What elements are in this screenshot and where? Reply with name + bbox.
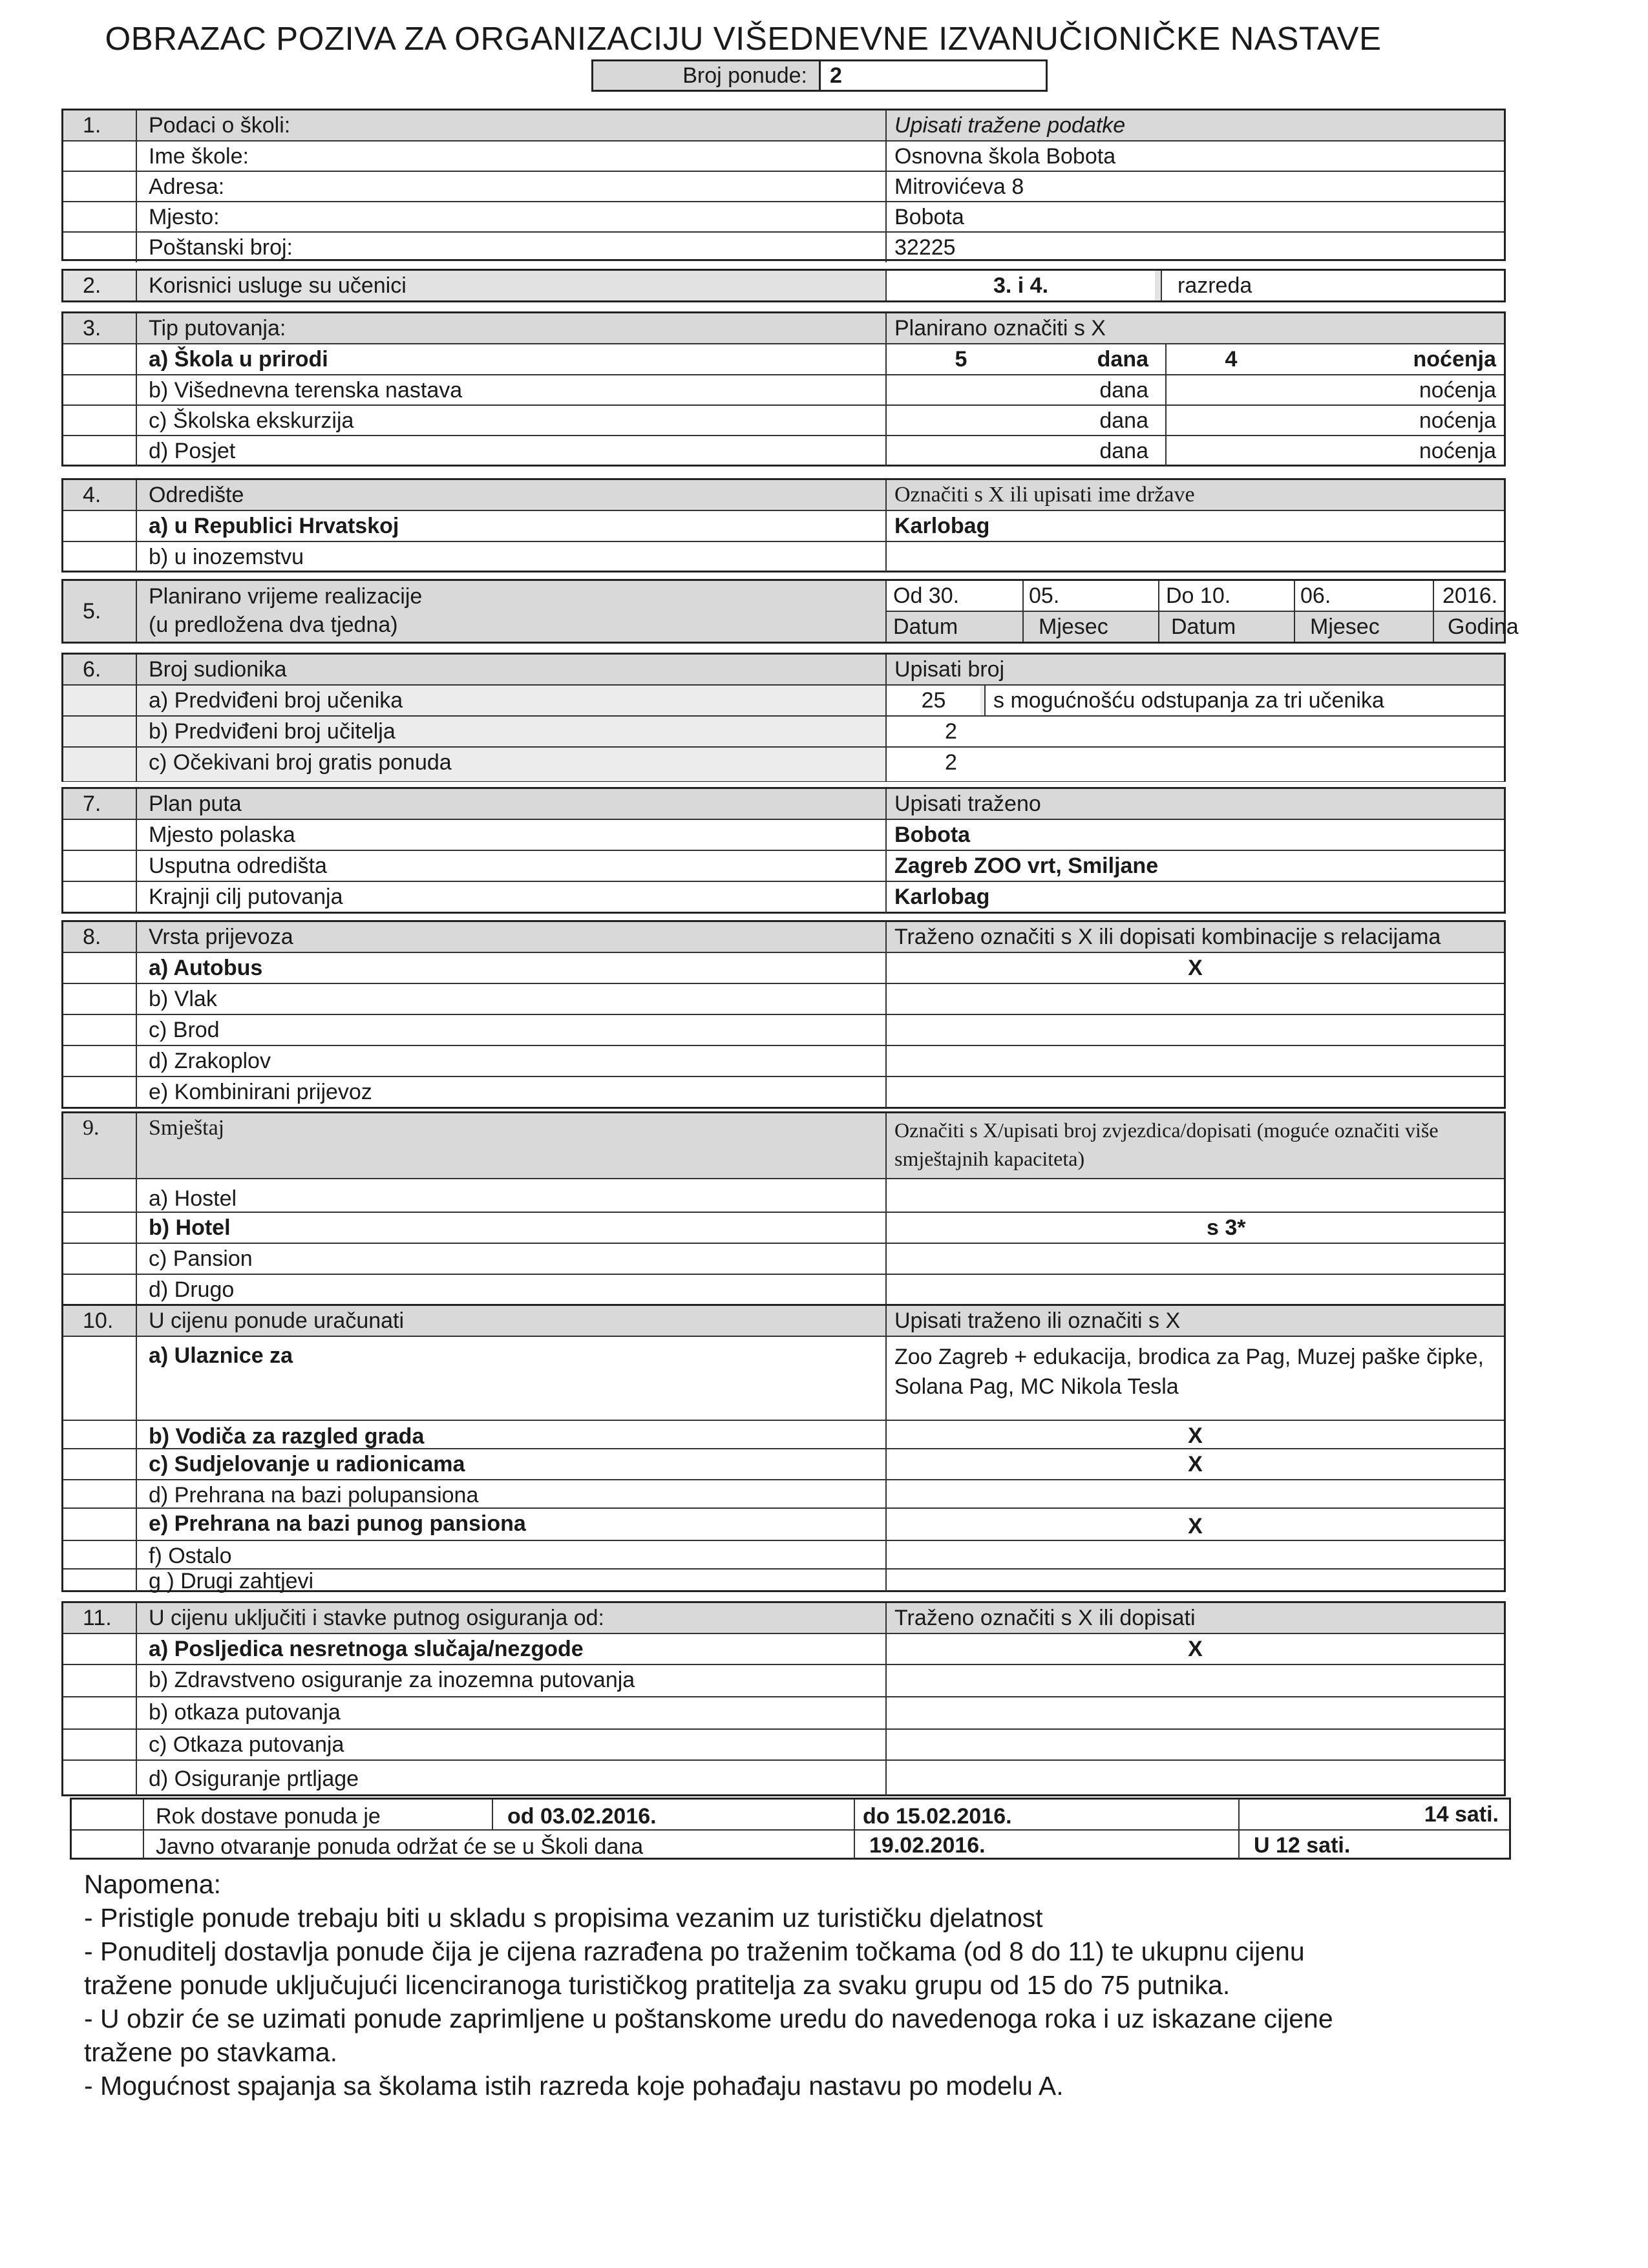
field-label: b) u inozemstvu	[136, 542, 885, 572]
date-caption: Mjesec	[1310, 614, 1380, 639]
nights-field[interactable]: noćenja	[1165, 406, 1504, 436]
bus-checkbox[interactable]: X	[885, 953, 1504, 984]
days-field[interactable]: dana	[885, 436, 1161, 466]
form-row	[63, 541, 1504, 572]
form-row	[63, 435, 1504, 466]
form-row	[63, 1540, 1504, 1570]
field-label: c) Očekivani broj gratis ponuda	[136, 748, 885, 781]
section-school-data	[61, 109, 1506, 261]
field-label: Ime škole:	[136, 142, 885, 172]
offer-number-label: Broj ponude:	[593, 61, 821, 90]
section-hint: Označiti s X ili upisati ime države	[885, 480, 1504, 510]
field-label: Krajnji cilj putovanja	[136, 882, 885, 913]
year-field[interactable]: 2016.	[1442, 583, 1498, 608]
full-board-checkbox[interactable]: X	[885, 1509, 1504, 1541]
note-line: - Pristigle ponude trebaju biti u skladu s propisima vezanim uz turističku djelatnost	[84, 1903, 1043, 1933]
combined-transport-checkbox[interactable]	[885, 1077, 1504, 1108]
field-label: Usputna odredišta	[136, 851, 885, 882]
form-row	[63, 374, 1504, 406]
section-hint: Planirano označiti s X	[885, 313, 1504, 343]
section-travel-plan	[61, 787, 1506, 914]
field-label: d) Zrakoplov	[136, 1046, 885, 1077]
form-row	[63, 983, 1504, 1015]
opening-time-field[interactable]: U 12 sati.	[1238, 1831, 1509, 1859]
form-row	[63, 343, 1504, 375]
form-row	[63, 1696, 1504, 1730]
form-row	[63, 850, 1504, 882]
form-row	[63, 1568, 1504, 1591]
deadline-label: Rok dostave ponuda je	[143, 1800, 492, 1829]
deadline-from-field[interactable]: od 03.02.2016.	[492, 1800, 854, 1829]
days-field[interactable]: 5 dana	[885, 344, 1161, 375]
section-number: 10.	[83, 1308, 114, 1333]
field-label: a) Autobus	[136, 953, 885, 984]
field-label: Mjesto:	[136, 202, 885, 233]
form-title: OBRAZAC POZIVA ZA ORGANIZACIJU VIŠEDNEVNE IZVANUČIONIČKE NASTAVE	[105, 20, 1382, 57]
section-planned-time	[61, 579, 1519, 644]
trip-cancellation-checkbox[interactable]	[885, 1730, 1504, 1761]
field-label: f) Ostalo	[136, 1541, 885, 1570]
note-line: - Ponuditelj dostavlja ponude čija je cijena razrađena po traženim točkama (od 8 do 11) te ukupnu cijenu	[84, 1937, 1305, 1966]
field-label: b) otkaza putovanja	[136, 1697, 885, 1730]
field-label: Adresa:	[136, 172, 885, 202]
other-requests-field[interactable]	[885, 1570, 1504, 1591]
grades-field[interactable]: 3. i 4.	[885, 271, 1155, 300]
section-title: Planirano vrijeme realizacije (u predložena dva tjedna)	[136, 581, 885, 642]
accident-insurance-checkbox[interactable]: X	[885, 1634, 1504, 1665]
section-header	[63, 110, 1504, 140]
notes-section	[84, 1867, 1474, 2103]
section-title: Korisnici usluge su učenici	[136, 271, 885, 300]
field-label: c) Otkaza putovanja	[136, 1730, 885, 1761]
form-row	[63, 1420, 1504, 1449]
field-label: c) Pansion	[136, 1244, 885, 1275]
note-line: - Mogućnost spajanja sa školama istih razreda koje pohađaju nastavu po modelu A.	[84, 2071, 1064, 2101]
form-row	[63, 746, 1504, 781]
form-row	[63, 1014, 1504, 1046]
field-label: Poštanski broj:	[136, 233, 885, 262]
field-label: b) Hotel	[136, 1213, 885, 1244]
tickets-field[interactable]: Zoo Zagreb + edukacija, brodica za Pag, Muzej paške čipke, Solana Pag, MC Nikola Tesla	[885, 1337, 1504, 1421]
form-row	[63, 140, 1504, 172]
field-label: c) Školska ekskurzija	[136, 406, 885, 436]
from-month-field[interactable]: 05.	[1029, 583, 1060, 608]
section-destination	[61, 478, 1506, 572]
deadline-to-field[interactable]: do 15.02.2016.	[854, 1800, 1238, 1829]
section-hint: Upisati traženo ili označiti s X	[885, 1306, 1504, 1336]
form-row	[63, 201, 1504, 233]
field-label: b) Višednevna terenska nastava	[136, 375, 885, 406]
offer-number-value[interactable]: 2	[830, 63, 842, 88]
form-row	[63, 1479, 1504, 1509]
school-name-field[interactable]: Osnovna škola Bobota	[885, 142, 1504, 172]
to-month-field[interactable]: 06.	[1300, 583, 1331, 608]
nights-field[interactable]: 4 noćenja	[1165, 344, 1504, 375]
opening-date-field[interactable]: 19.02.2016.	[854, 1831, 1238, 1859]
postal-code-field[interactable]: 32225	[885, 233, 1504, 262]
nights-field[interactable]: noćenja	[1165, 375, 1504, 406]
field-label: d) Osiguranje prtljage	[136, 1761, 885, 1796]
luggage-insurance-checkbox[interactable]	[885, 1761, 1504, 1796]
form-row	[63, 952, 1504, 984]
field-label: c) Sudjelovanje u radionicama	[136, 1449, 885, 1480]
section-title: Tip putovanja:	[136, 313, 885, 343]
field-label: Mjesto polaska	[136, 820, 885, 851]
note-line: - U obzir će se uzimati ponude zaprimljene u poštanskome uredu do navedenoga roka i uz iskazane cijene	[84, 2004, 1333, 2033]
destination-croatia-field[interactable]: Karlobag	[885, 511, 1504, 542]
section-title: U cijenu uključiti i stavke putnog osiguranja od:	[136, 1603, 885, 1633]
date-grid	[885, 581, 1519, 642]
field-label: a) Predviđeni broj učenika	[136, 686, 885, 717]
section-number: 11.	[83, 1606, 112, 1630]
field-label: b) Zdravstveno osiguranje za inozemna putovanja	[136, 1665, 885, 1697]
field-label: b) Predviđeni broj učitelja	[136, 717, 885, 748]
to-day-field[interactable]: Do 10.	[1166, 583, 1231, 608]
form-row	[63, 1336, 1504, 1421]
deadline-row	[72, 1800, 1509, 1829]
field-label: b) Vodiča za razgled grada	[136, 1421, 885, 1449]
section-trip-type	[61, 311, 1506, 467]
destination-abroad-field[interactable]	[885, 542, 1504, 572]
students-note: s mogućnošću odstupanja za tri učenika	[984, 686, 1504, 717]
city-field[interactable]: Bobota	[885, 202, 1504, 233]
field-label: e) Prehrana na bazi punog pansiona	[136, 1509, 885, 1541]
section-hint: Označiti s X/upisati broj zvjezdica/dopisati (moguće označiti više smještajnih kapaciteta)	[885, 1113, 1504, 1178]
form-row	[63, 881, 1504, 913]
date-caption: Datum	[893, 614, 958, 639]
address-field[interactable]: Mitrovićeva 8	[885, 172, 1504, 202]
section-title: Odredište	[136, 480, 885, 510]
form-row	[63, 1045, 1504, 1077]
field-label: b) Vlak	[136, 984, 885, 1015]
section-number: 8.	[83, 925, 101, 949]
days-field[interactable]: dana	[885, 406, 1161, 436]
section-number: 9.	[83, 1116, 100, 1140]
cancellation-insurance-checkbox[interactable]	[885, 1697, 1504, 1730]
stops-field[interactable]: Zagreb ZOO vrt, Smiljane	[885, 851, 1504, 882]
form-row	[63, 1664, 1504, 1697]
section-number: 3.	[83, 316, 101, 341]
ship-checkbox[interactable]	[885, 1015, 1504, 1046]
section-hint: Upisati traženo	[885, 789, 1504, 819]
form-row	[63, 1728, 1504, 1761]
from-day-field[interactable]: Od 30.	[893, 583, 960, 608]
section-transport	[61, 920, 1506, 1109]
form-row	[63, 1076, 1504, 1108]
opening-label: Javno otvaranje ponuda održat će se u Školi dana	[143, 1831, 854, 1859]
offer-number-box	[591, 59, 1048, 92]
date-caption: Mjesec	[1039, 614, 1108, 639]
note-line: traženе ponude uključujući licenciranoga turističkog pratitelja za svaku grupu od 15 do 75 putnika.	[84, 1970, 1231, 2000]
notes-heading: Napomena:	[84, 1869, 221, 1899]
section-insurance	[61, 1601, 1506, 1796]
field-label: e) Kombinirani prijevoz	[136, 1077, 885, 1108]
form-row	[63, 171, 1504, 202]
form-row	[63, 1507, 1504, 1541]
field-label: a) Škola u prirodi	[136, 344, 885, 375]
deadline-time-field[interactable]: 14 sati.	[1238, 1800, 1509, 1829]
teachers-count-field[interactable]: 2	[885, 717, 1504, 748]
field-label: a) Ulaznice za	[136, 1337, 885, 1421]
field-label: g ) Drugi zahtjevi	[136, 1570, 885, 1591]
form-row	[63, 1448, 1504, 1480]
form-row	[63, 1759, 1504, 1796]
train-checkbox[interactable]	[885, 984, 1504, 1015]
form-row	[63, 510, 1504, 542]
other-accommodation-field[interactable]	[885, 1275, 1504, 1307]
section-title: Vrsta prijevoza	[136, 922, 885, 952]
field-label: a) u Republici Hrvatskoj	[136, 511, 885, 542]
hotel-field[interactable]: s 3*	[885, 1213, 1504, 1244]
form-row	[63, 684, 1504, 717]
form-row	[63, 1633, 1504, 1665]
section-number: 7.	[83, 792, 101, 816]
section-title: Smještaj	[136, 1113, 885, 1178]
health-insurance-checkbox[interactable]	[885, 1665, 1504, 1697]
section-number: 1.	[83, 113, 101, 138]
note-line: tražene po stavkama.	[84, 2037, 337, 2067]
departure-field[interactable]: Bobota	[885, 820, 1504, 851]
section-users	[61, 269, 1506, 302]
section-hint: Traženo označiti s X ili dopisati	[885, 1603, 1504, 1633]
section-hint: Upisati tražene podatke	[885, 110, 1504, 140]
date-caption: Datum	[1171, 614, 1236, 639]
field-label: d) Posjet	[136, 436, 885, 466]
opening-row	[72, 1829, 1509, 1859]
form-row	[63, 1274, 1504, 1307]
field-label: a) Posljedica nesretnoga slučaja/nezgode	[136, 1634, 885, 1665]
pension-field[interactable]	[885, 1244, 1504, 1275]
deadline-table	[70, 1798, 1511, 1860]
final-destination-field[interactable]: Karlobag	[885, 882, 1504, 913]
field-label: d) Prehrana na bazi polupansiona	[136, 1480, 885, 1509]
hostel-field[interactable]	[885, 1179, 1504, 1213]
half-board-checkbox[interactable]	[885, 1480, 1504, 1509]
section-included-in-price	[61, 1304, 1506, 1592]
section-accommodation	[61, 1111, 1506, 1308]
section-number: 6.	[83, 657, 101, 682]
section-hint: Upisati broj	[885, 655, 1504, 684]
form-row	[63, 1178, 1504, 1213]
section-number: 4.	[83, 483, 101, 507]
form-row	[63, 231, 1504, 262]
section-title: Broj sudionika	[136, 655, 885, 684]
grades-unit: razreda	[1161, 271, 1504, 300]
section-participants	[61, 653, 1506, 782]
days-field[interactable]: dana	[885, 375, 1161, 406]
field-label: d) Drugo	[136, 1275, 885, 1307]
section-hint: Traženo označiti s X ili dopisati kombinacije s relacijama	[885, 922, 1504, 952]
field-label: a) Hostel	[136, 1179, 885, 1213]
gratis-count-field[interactable]: 2	[885, 748, 1504, 781]
date-caption: Godina	[1448, 614, 1519, 639]
workshops-checkbox[interactable]: X	[885, 1449, 1504, 1480]
form-row	[63, 1243, 1504, 1275]
field-label: c) Brod	[136, 1015, 885, 1046]
section-title: Podaci o školi:	[136, 110, 885, 140]
form-row	[63, 819, 1504, 851]
students-count-field[interactable]: 25	[885, 686, 980, 717]
section-title: U cijenu ponude uračunati	[136, 1306, 885, 1336]
form-row	[63, 1212, 1504, 1244]
city-guide-checkbox[interactable]: X	[885, 1421, 1504, 1449]
section-number: 2.	[83, 273, 101, 298]
section-number: 5.	[83, 599, 101, 624]
form-row	[63, 404, 1504, 436]
form-row	[63, 715, 1504, 748]
plane-checkbox[interactable]	[885, 1046, 1504, 1077]
section-title: Plan puta	[136, 789, 885, 819]
other-field[interactable]	[885, 1541, 1504, 1570]
nights-field[interactable]: noćenja	[1165, 436, 1504, 466]
